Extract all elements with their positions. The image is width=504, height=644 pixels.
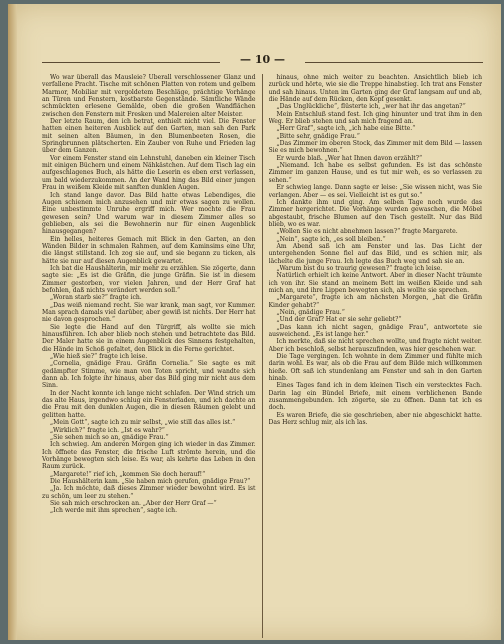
- paragraph: Sie legte die Hand auf den Türgriff, als wollte sie mich hinausführen. Ich aber blieb noch stehen und betrachtete das Bild. Der Maler hatte sie in einem Augenblick des Sinnens festgehalten, die Hände im Schoß gefaltet, den Blick in die Ferne gerichtet.: [42, 323, 256, 353]
- paragraph: „Sie sehen mich so an, gnädige Frau.“: [50, 433, 169, 441]
- paragraph: Er schwieg lange. Dann sagte er leise: „Sie wissen nicht, was Sie verlangen. Aber — es sei. Vielleicht ist es gut so.“: [268, 184, 482, 199]
- paragraph: Der letzte Raum, den ich betrat, enthielt nicht viel. Die Fenster hatten einen heiteren Ausblick auf den Garten, man sah den Park mit seinen alten Bäumen, in den Blumenbeeten Rosen, die Springbrunnen plätscherten. Ein Zauber von Ruhe und Frieden lag über dem Ganzen.: [42, 118, 256, 155]
- paragraph: „Cornelia, gnädige Frau. Gräfin Cornelia.“ Sie sagte es mit gedämpfter Stimme, wie man von Toten spricht, und wandte sich dann ab. Ich folgte ihr hinaus, aber das Bild ging mir nicht aus dem Sinn.: [42, 360, 256, 390]
- paragraph: Es waren Briefe, die sie geschrieben, aber nie abgeschickt hatte. Das Herz schlug mir, als ich las.: [268, 411, 482, 427]
- paragraph: Ich stand lange davor. Das Bild hatte etwas Lebendiges, die Augen schienen mich anzusehen und mir etwas sagen zu wollen. Eine unbestimmte Unruhe ergriff mich. Wer mochte die Frau gewesen sein? Und warum war in diesem Zimmer alles so geblieben, als sei die Bewohnerin nur für einen Augenblick hinausgegangen?: [42, 191, 256, 236]
- paragraph: „Nein, gnädige Frau.“: [276, 309, 345, 316]
- paragraph: hinaus, ohne mich weiter zu beachten. Ansichtlich blieb ich zurück und hörte, wie sie die Treppe hinabstieg. Ich trat ans Fenster und sah hinaus. Unten im Garten ging der Graf langsam auf und ab, die Hände auf dem Rücken, den Kopf gesenkt.: [268, 74, 482, 104]
- paragraph: „Das kann ich nicht sagen, gnädige Frau“, antwortete sie ausweichend. „Es ist lange her.“: [268, 323, 482, 339]
- paragraph: „Das Zimmer im oberen Stock, das Zimmer mit dem Bild — lassen Sie es mich bewohnen.“: [268, 140, 482, 155]
- page-number: — 10 —: [240, 53, 285, 66]
- paragraph: „Margarete“, fragte ich am nächsten Morgen, „hat die Gräfin Kinder gehabt?“: [268, 294, 482, 309]
- paragraph: „Warum bist du so traurig gewesen?“ fragte ich leise.: [276, 264, 443, 272]
- paragraph: Ich schwieg. Am anderen Morgen ging ich wieder in das Zimmer. Ich öffnete das Fenster, die frische Luft strömte herein, und die Vorhänge bewegten sich leise. Es war, als kehrte das Leben in den Raum zurück.: [42, 441, 256, 471]
- paragraph: Vor einem Fenster stand ein Lehnstuhl, daneben ein kleiner Tisch mit einigen Büchern und einem Nähkästchen. Auf dem Tisch lag ein aufgeschlagenes Buch, als hätte die Leserin es eben erst verlassen, um bald wiederzukommen. An der Wand hing das Bild einer jungen Frau in weißem Kleide mit sanften dunklen Augen.: [42, 154, 256, 192]
- page-header: [42, 52, 483, 74]
- paragraph: „Mein Gott“, sagte ich zu mir selbst, „wie still das alles ist.“: [50, 419, 236, 427]
- paragraph: „Margarete!“ rief ich, „kommen Sie doch herauf!“: [50, 470, 206, 478]
- paragraph: Er wurde blaß. „Wer hat Ihnen davon erzählt?“: [276, 154, 423, 162]
- paragraph: „Herr Graf“, sagte ich, „ich habe eine Bitte.“: [276, 125, 416, 133]
- paragraph: „Das weiß niemand recht. Sie war krank, man sagt, vor Kummer. Man sprach damals viel darüber, aber gewiß ist nichts. Der Herr hat nie davon gesprochen.“: [42, 301, 256, 324]
- paragraph: „Woran starb sie?“ fragte ich.: [50, 294, 142, 302]
- paragraph: „Wirklich?“ fragte ich. „Ist es wahr?“: [50, 426, 165, 434]
- paragraph: Die Tage vergingen. Ich wohnte in dem Zimmer und fühlte mich darin wohl. Es war, als ob die Frau auf dem Bilde mich willkommen hieße. Oft saß ich stundenlang am Fenster und sah in den Garten hinab.: [268, 353, 482, 383]
- paragraph: Ich merkte, daß sie nicht sprechen wollte, und fragte nicht weiter. Aber ich beschloß, selbst herauszufinden, was hier geschehen war.: [268, 338, 482, 353]
- paragraph: „Nein“, sagte ich, „es soll bleiben.“: [276, 235, 386, 243]
- paragraph: Die Haushälterin kam. „Sie haben mich gerufen, gnädige Frau?“: [50, 477, 251, 485]
- paragraph: „Bitte sehr, gnädige Frau.“: [276, 132, 360, 140]
- paragraph: „Niemand. Ich habe es selbst gefunden. Es ist das schönste Zimmer im ganzen Hause, und es tut mir weh, es so verlassen zu sehen.“: [268, 162, 482, 184]
- paragraph: Am Abend saß ich am Fenster und las. Das Licht der untergehenden Sonne fiel auf das Bild, und es schien mir, als lächelte die junge Frau. Ich legte das Buch weg und sah sie an.: [268, 242, 482, 265]
- paragraph: „Ja. Ich möchte, daß dieses Zimmer wieder bewohnt wird. Es ist zu schön, um leer zu stehen.“: [42, 485, 256, 500]
- paragraph: In der Nacht konnte ich lange nicht schlafen. Der Wind strich um das alte Haus, irgendwo schlug ein Fensterladen, und ich dachte an die Frau mit den dunklen Augen, die in diesen Räumen gelebt und gelitten hatte.: [42, 389, 256, 419]
- page-edge: [8, 4, 17, 640]
- column-right: [269, 74, 483, 638]
- header-rule-right: [305, 62, 483, 63]
- paragraph: „Das Unglückliche“, flüsterte ich, „wer hat ihr das angetan?“: [276, 103, 466, 111]
- paragraph: Mein Entschluß stand fest. Ich ging hinunter und trat ihm in den Weg. Er blieb stehen und sah mich fragend an.: [268, 110, 482, 126]
- newspaper-page: [8, 4, 501, 640]
- paragraph: „Und der Graf? Hat er sie sehr geliebt?“: [276, 316, 402, 324]
- paragraph: Wo war überall das Mausleie? Überall verschlossener Glanz und verfallene Pracht. Tische mit schönen Platten von rotem und gelbem Marmor, Mobiliar mit vergoldetem Beschläge, prächtige Vorhänge an Türen und Fenstern, kostbarste Gegenstände. Sämtliche Wände schmückten erlesene Gemälde, oben die großen Wandflächen zwischen den Fenstern mit Fresken und Malereien alter Meister.: [42, 74, 256, 118]
- paragraph: Eines Tages fand ich in dem kleinen Tisch ein verstecktes Fach. Darin lag ein Bündel Briefe, mit einem verblichenen Bande zusammengebunden. Ich zögerte, sie zu öffnen. Dann tat ich es doch.: [268, 382, 482, 412]
- paragraph: Sie sah mich erschrocken an. „Aber der Herr Graf —“: [50, 499, 217, 507]
- paragraph: Ich bat die Haushälterin, mir mehr zu erzählen. Sie zögerte, dann sagte sie: „Es ist die Gräfin, die junge Gräfin. Sie ist in diesem Zimmer gestorben, vor vielen Jahren, und der Herr Graf hat befohlen, daß nichts verändert werden soll.“: [42, 264, 256, 294]
- paragraph: „Ich werde mit ihm sprechen“, sagte ich.: [50, 507, 178, 515]
- text-columns: [42, 74, 482, 638]
- column-left: [42, 74, 256, 638]
- paragraph: „Wie hieß sie?“ fragte ich leise.: [50, 353, 148, 361]
- column-divider: [262, 74, 263, 638]
- paragraph: Natürlich erhielt ich keine Antwort. Aber in dieser Nacht träumte ich von ihr. Sie stand an meinem Bett im weißen Kleide und sah mich an, und ihre Lippen bewegten sich, als wollte sie sprechen.: [268, 272, 482, 294]
- paragraph: „Wollen Sie es nicht abnehmen lassen?“ fragte Margarete.: [276, 228, 458, 236]
- paragraph: Ein helles, heiteres Gemach mit Blick in den Garten, an den Wänden Bilder in schmalen Rahmen, auf dem Kaminsims eine Uhr, die längst stillstand. Ich zog sie auf, und sie begann zu ticken, als hätte sie nur auf diesen Augenblick gewartet.: [42, 235, 256, 265]
- paragraph: Ich dankte ihm und ging. Am selben Tage noch wurde das Zimmer hergerichtet. Die Vorhänge wurden gewaschen, die Möbel abgestaubt, frische Blumen auf den Tisch gestellt. Nur das Bild blieb, wo es war.: [268, 198, 482, 228]
